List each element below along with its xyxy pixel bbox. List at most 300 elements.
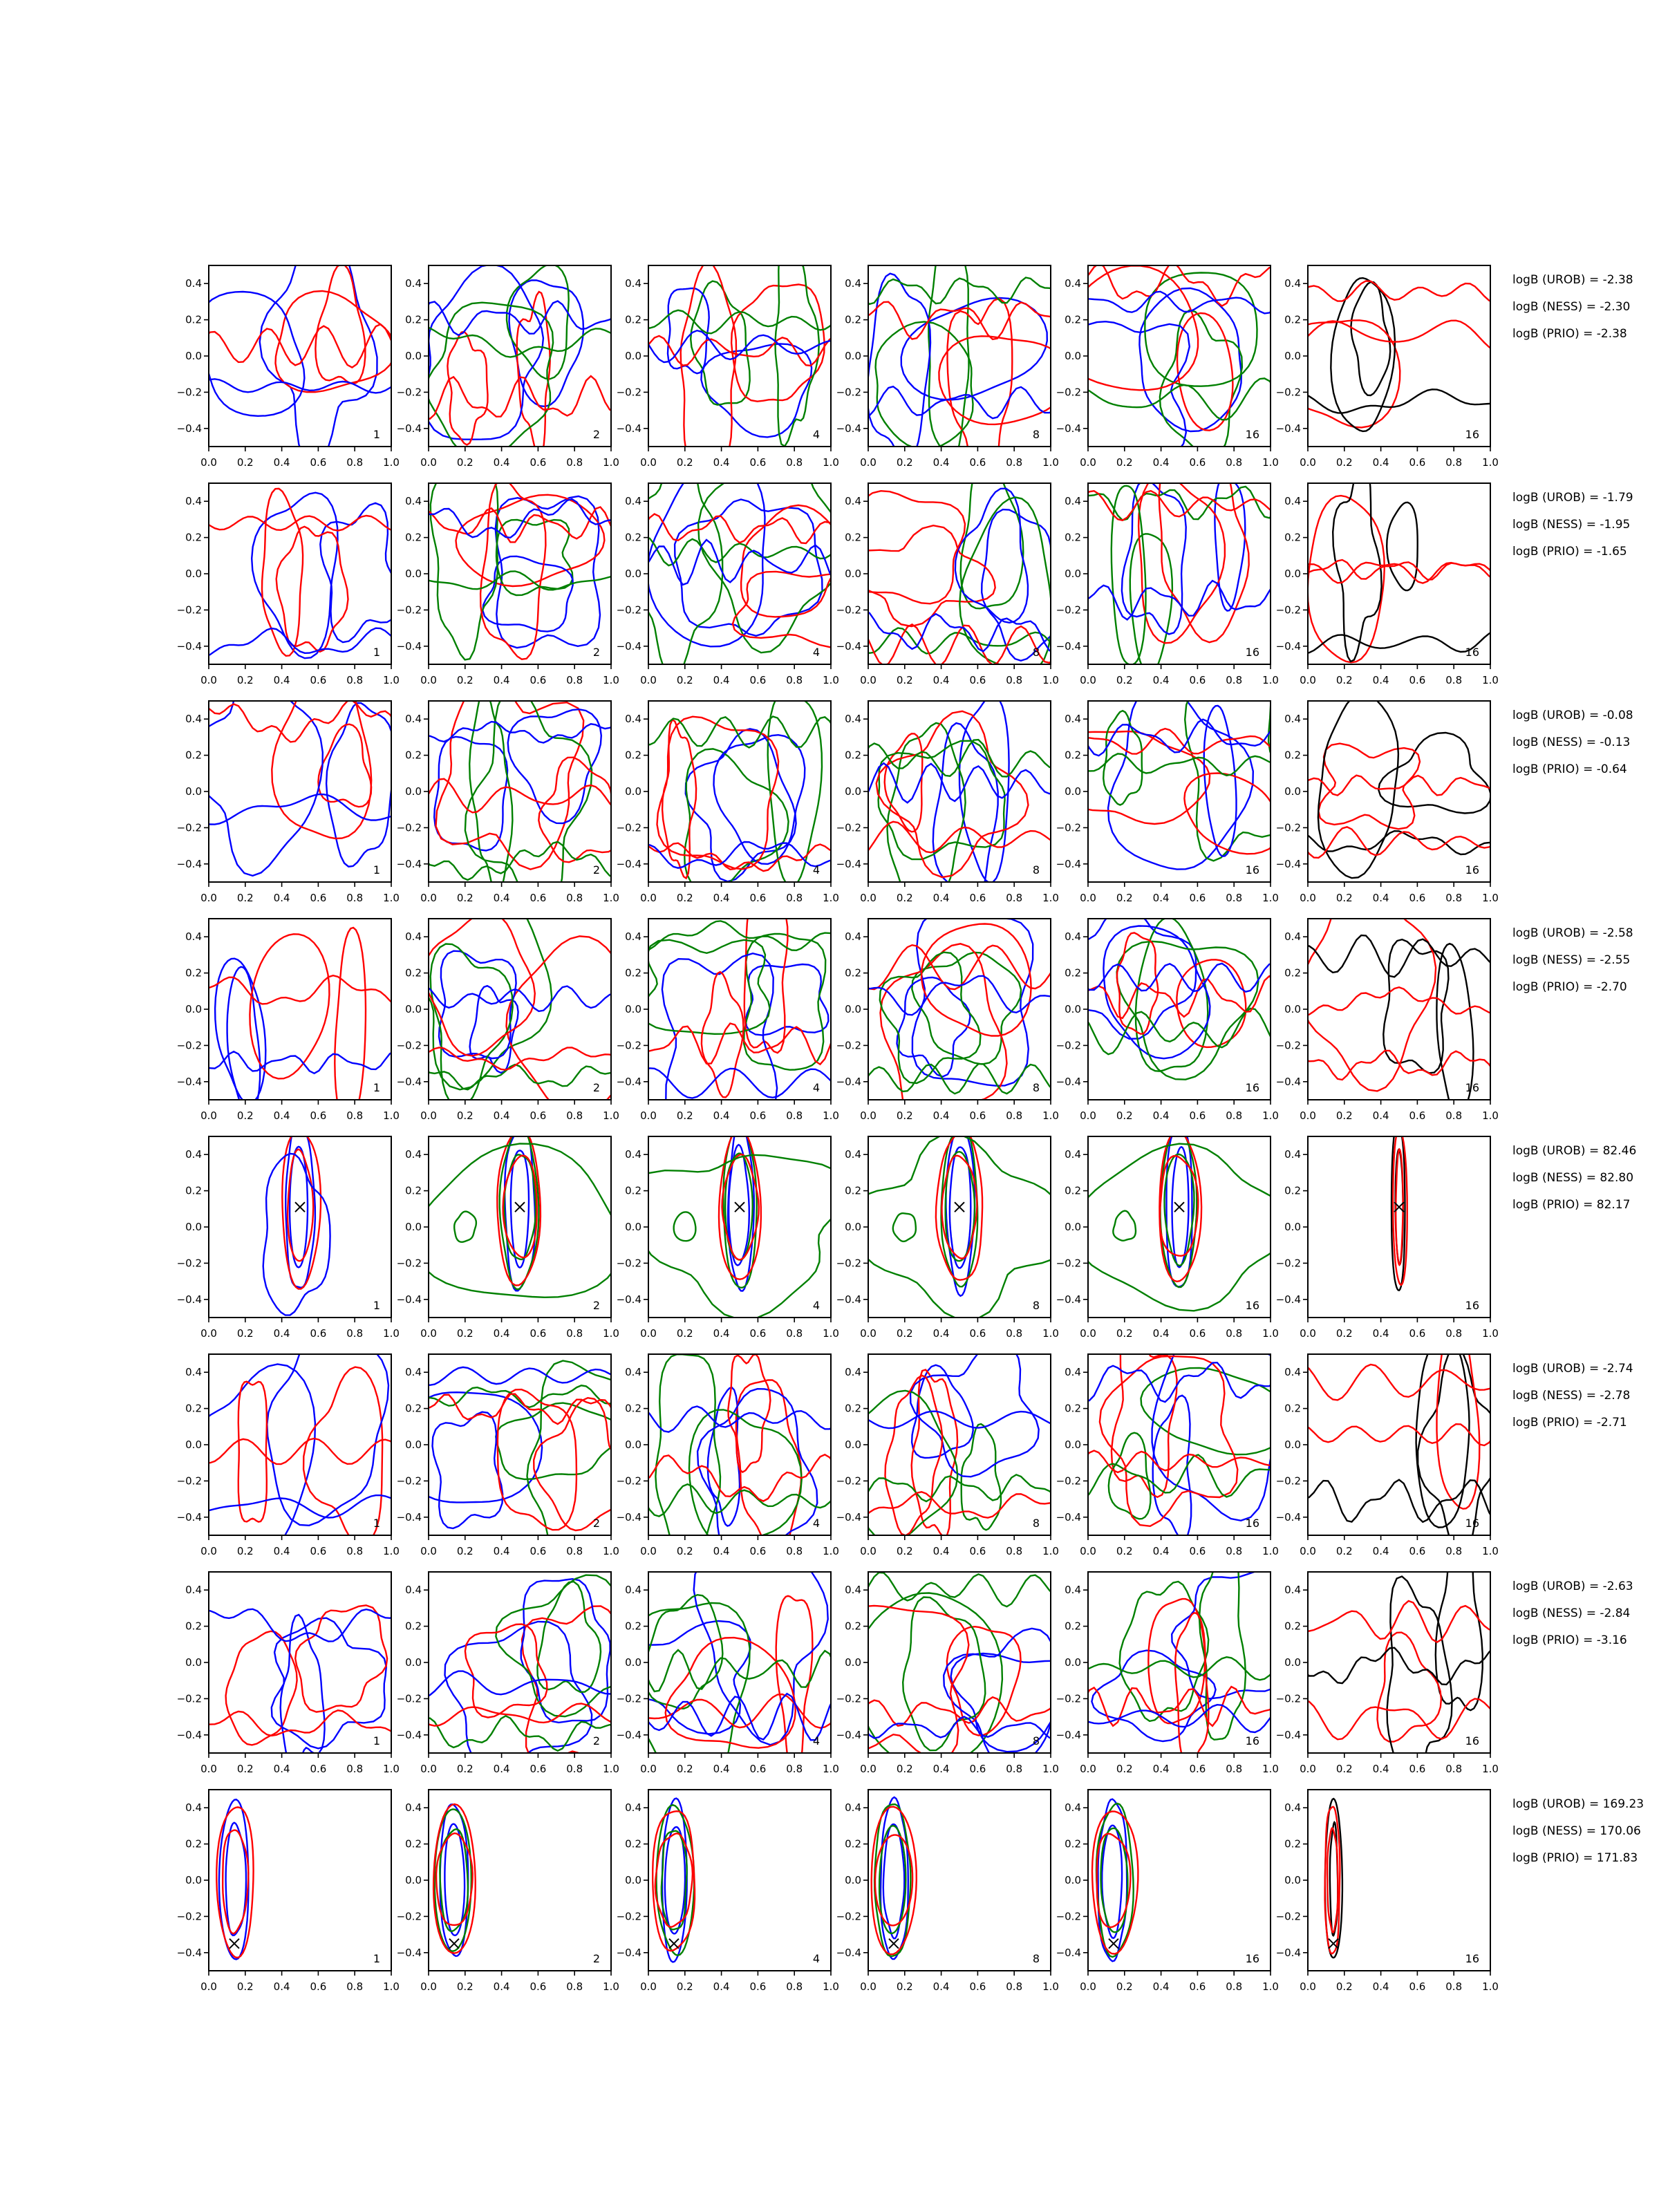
true-value-marker — [889, 1939, 899, 1949]
y-tick-label: −0.4 — [836, 1293, 861, 1306]
y-tick-label: −0.2 — [616, 386, 641, 399]
x-tick-label: 0.0 — [200, 1763, 217, 1775]
y-tick-label: −0.4 — [396, 857, 422, 870]
true-value-marker — [229, 1939, 239, 1949]
contour-lines — [1085, 1311, 1296, 1539]
x-tick-label: 0.4 — [713, 892, 730, 904]
y-tick-label: 0.4 — [1284, 277, 1301, 290]
contour — [665, 1827, 685, 1933]
x-tick-label: 0.0 — [1300, 456, 1316, 469]
contour — [480, 480, 545, 659]
x-tick-label: 0.2 — [676, 892, 693, 904]
y-tick-label: −0.2 — [396, 1474, 422, 1488]
x-tick-label: 1.0 — [1482, 1763, 1499, 1775]
x-tick-label: 0.2 — [1116, 674, 1133, 686]
x-tick-label: 0.8 — [1006, 1109, 1023, 1122]
y-tick-label: 0.2 — [625, 966, 641, 980]
x-tick-label: 0.4 — [932, 1327, 950, 1340]
x-tick-label: 0.4 — [493, 674, 510, 686]
x-tick-label: 0.6 — [1409, 1545, 1426, 1557]
x-tick-label: 0.0 — [640, 1763, 657, 1775]
panel-label: 2 — [592, 1081, 600, 1094]
x-tick-label: 0.8 — [1226, 1980, 1243, 1993]
panel-label: 16 — [1465, 1081, 1479, 1094]
contour — [645, 1407, 834, 1432]
logb-text: logB (PRIO) = -2.71 — [1512, 1416, 1627, 1430]
x-tick-label: 0.8 — [566, 1980, 583, 1993]
true-value-marker — [955, 1202, 964, 1212]
panel-label: 2 — [592, 1517, 600, 1530]
y-tick-label: 0.2 — [185, 966, 202, 980]
x-tick-label: 0.2 — [896, 1109, 913, 1122]
x-tick-label: 1.0 — [1042, 1109, 1059, 1122]
x-tick-label: 0.4 — [1152, 456, 1170, 469]
contour — [1301, 873, 1436, 1091]
x-tick-label: 0.0 — [1300, 1763, 1316, 1775]
x-tick-label: 0.8 — [786, 1545, 803, 1557]
x-tick-label: 1.0 — [603, 892, 619, 904]
x-tick-label: 0.4 — [1372, 1980, 1389, 1993]
x-tick-label: 0.4 — [1372, 456, 1389, 469]
y-tick-label: 0.2 — [405, 966, 422, 980]
y-tick-label: −0.4 — [176, 422, 202, 435]
x-tick-label: 0.6 — [529, 1763, 547, 1775]
panel-r3-c2 — [397, 677, 619, 913]
contour — [320, 503, 399, 642]
x-tick-label: 0.0 — [200, 456, 217, 469]
y-tick-label: 0.4 — [405, 277, 422, 290]
x-tick-label: 0.8 — [346, 892, 364, 904]
axes-frame — [1088, 1790, 1271, 1971]
x-tick-label: 0.2 — [1335, 456, 1353, 469]
y-tick-label: −0.4 — [836, 1075, 861, 1088]
y-tick-label: −0.4 — [1056, 1075, 1081, 1088]
panel-r2-c1 — [177, 483, 400, 686]
y-tick-label: 0.0 — [625, 568, 641, 580]
x-tick-label: 0.4 — [1152, 674, 1170, 686]
x-tick-label: 1.0 — [823, 1545, 839, 1557]
x-tick-label: 0.8 — [786, 892, 803, 904]
x-tick-label: 0.0 — [200, 1980, 217, 1993]
true-value-marker — [295, 1202, 305, 1212]
panel-r8-c5 — [1056, 1790, 1279, 1993]
y-tick-label: −0.2 — [1056, 1039, 1081, 1052]
x-tick-label: 1.0 — [1042, 1980, 1059, 1993]
contour — [205, 1051, 395, 1074]
y-tick-label: −0.2 — [176, 1474, 202, 1488]
y-tick-label: 0.4 — [1065, 1801, 1081, 1815]
y-tick-label: −0.2 — [176, 603, 202, 617]
x-tick-label: 0.2 — [236, 1327, 254, 1340]
x-tick-label: 0.2 — [896, 892, 913, 904]
x-tick-label: 0.0 — [1300, 892, 1316, 904]
y-tick-label: 0.2 — [1284, 1620, 1301, 1633]
panel-r4-c3 — [617, 892, 839, 1124]
y-tick-label: −0.2 — [616, 1039, 641, 1052]
x-tick-label: 1.0 — [383, 892, 400, 904]
y-tick-label: 0.0 — [1065, 568, 1081, 580]
x-tick-label: 0.6 — [749, 1327, 767, 1340]
x-tick-label: 0.0 — [1300, 1109, 1316, 1122]
x-tick-label: 0.8 — [1445, 1327, 1463, 1340]
contour — [413, 1144, 621, 1297]
y-tick-label: 0.2 — [845, 749, 861, 762]
y-tick-label: 0.2 — [625, 749, 641, 762]
panel-r4-c4 — [836, 911, 1059, 1132]
y-tick-label: 0.2 — [845, 966, 861, 980]
y-tick-label: 0.0 — [185, 1221, 202, 1233]
contour — [425, 1065, 615, 1089]
x-tick-label: 0.8 — [346, 1327, 364, 1340]
y-tick-label: 0.0 — [1284, 1003, 1301, 1015]
contour — [645, 540, 834, 585]
contour — [454, 1212, 476, 1242]
contour — [1378, 733, 1490, 814]
x-tick-label: 0.0 — [860, 456, 877, 469]
y-tick-label: −0.2 — [616, 1910, 641, 1923]
panel-r1-c6 — [1276, 265, 1499, 469]
y-tick-label: −0.2 — [1275, 386, 1301, 399]
panel-r2-c5 — [1056, 452, 1279, 686]
contour — [1109, 1433, 1151, 1519]
x-tick-label: 0.8 — [566, 892, 583, 904]
y-tick-label: −0.2 — [1275, 821, 1301, 834]
y-tick-label: 0.0 — [185, 350, 202, 362]
contour-lines — [1277, 278, 1494, 431]
x-tick-label: 0.0 — [640, 1980, 657, 1993]
x-tick-label: 0.0 — [1080, 1109, 1096, 1122]
contour — [1215, 476, 1245, 611]
contour — [1085, 292, 1274, 314]
y-tick-label: 0.0 — [845, 1656, 861, 1669]
x-tick-label: 0.8 — [1445, 1109, 1463, 1122]
contour — [425, 571, 615, 590]
contour — [507, 936, 653, 1116]
x-tick-label: 0.6 — [1409, 1109, 1426, 1122]
y-tick-label: 0.0 — [405, 1438, 422, 1451]
x-tick-label: 0.6 — [969, 1763, 986, 1775]
contour — [675, 500, 822, 636]
x-tick-label: 0.2 — [676, 1109, 693, 1122]
y-tick-label: 0.0 — [625, 1874, 641, 1886]
panel-label: 16 — [1465, 1299, 1479, 1312]
contour — [655, 1354, 720, 1570]
panel-r8-c4 — [836, 1790, 1059, 1993]
x-tick-label: 0.0 — [640, 456, 657, 469]
x-tick-label: 0.4 — [1372, 1545, 1389, 1557]
y-tick-label: 0.0 — [1284, 1438, 1301, 1451]
y-tick-label: −0.4 — [616, 422, 641, 435]
contour — [876, 321, 973, 449]
x-tick-label: 0.4 — [1152, 1327, 1170, 1340]
y-tick-label: 0.0 — [1284, 1221, 1301, 1233]
y-tick-label: −0.2 — [1275, 1257, 1301, 1270]
y-tick-label: 0.0 — [845, 350, 861, 362]
contour-lines — [181, 1324, 395, 1559]
contour-lines — [1304, 693, 1494, 878]
y-tick-label: −0.4 — [616, 857, 641, 870]
y-tick-label: −0.2 — [176, 1257, 202, 1270]
x-tick-label: 0.8 — [1226, 1109, 1243, 1122]
y-tick-label: −0.4 — [1275, 639, 1301, 653]
axes-frame — [1308, 1790, 1490, 1971]
panel-label: 8 — [1032, 428, 1040, 441]
x-tick-label: 0.4 — [1152, 1109, 1170, 1122]
x-tick-label: 0.4 — [713, 1763, 730, 1775]
x-tick-label: 0.2 — [1116, 1763, 1133, 1775]
panel-label: 16 — [1465, 428, 1479, 441]
y-tick-label: 0.4 — [625, 1366, 641, 1379]
panel-r5-c3 — [617, 1120, 847, 1340]
y-tick-label: −0.4 — [616, 1075, 641, 1088]
panel-label: 8 — [1032, 1517, 1040, 1530]
y-tick-label: 0.2 — [1065, 966, 1081, 980]
x-tick-label: 0.4 — [273, 1763, 290, 1775]
y-tick-label: 0.0 — [1065, 1003, 1081, 1015]
x-tick-label: 1.0 — [1042, 892, 1059, 904]
y-tick-label: −0.2 — [176, 1692, 202, 1705]
y-tick-label: −0.4 — [1275, 1075, 1301, 1088]
x-tick-label: 0.4 — [713, 456, 730, 469]
y-tick-label: 0.0 — [405, 568, 422, 580]
panel-label: 16 — [1465, 1952, 1479, 1965]
y-tick-label: 0.4 — [405, 1366, 422, 1379]
y-tick-label: 0.2 — [845, 313, 861, 326]
x-tick-label: 0.8 — [786, 1763, 803, 1775]
y-tick-label: −0.2 — [1275, 1910, 1301, 1923]
x-tick-label: 0.6 — [1409, 892, 1426, 904]
x-tick-label: 0.8 — [1006, 674, 1023, 686]
true-value-marker — [1109, 1939, 1118, 1949]
x-tick-label: 0.2 — [896, 1545, 913, 1557]
panel-label: 16 — [1245, 863, 1259, 877]
y-tick-label: 0.2 — [1284, 1184, 1301, 1197]
logb-text: logB (UROB) = -1.79 — [1512, 491, 1633, 505]
y-tick-label: −0.4 — [1275, 1946, 1301, 1959]
y-tick-label: 0.4 — [185, 1584, 202, 1597]
contour — [775, 237, 819, 447]
y-tick-label: 0.4 — [1284, 495, 1301, 508]
y-tick-label: −0.4 — [1056, 1293, 1081, 1306]
panel-label: 8 — [1032, 1734, 1040, 1747]
contour — [1159, 452, 1249, 642]
contour — [885, 1376, 943, 1536]
panel-label: 1 — [373, 1952, 380, 1965]
panel-label: 1 — [373, 1299, 380, 1312]
panel-label: 4 — [812, 428, 820, 441]
panel-r1-c1 — [177, 234, 400, 469]
x-tick-label: 0.0 — [640, 1545, 657, 1557]
axes-frame — [648, 1790, 831, 1971]
panel-label: 2 — [592, 1299, 600, 1312]
contour — [648, 458, 765, 646]
axes-frame — [429, 1790, 611, 1971]
panel-r2-c4 — [836, 458, 1062, 686]
y-tick-label: 0.2 — [405, 1837, 422, 1850]
contour-lines — [645, 691, 834, 892]
axes-frame — [209, 1790, 391, 1971]
x-tick-label: 0.2 — [456, 1545, 474, 1557]
y-tick-label: −0.2 — [396, 1910, 422, 1923]
x-tick-label: 0.8 — [1006, 1545, 1023, 1557]
contour — [1304, 935, 1494, 977]
x-tick-label: 0.6 — [310, 1109, 327, 1122]
x-tick-label: 0.8 — [786, 674, 803, 686]
y-tick-label: 0.4 — [185, 1148, 202, 1161]
y-tick-label: −0.2 — [176, 821, 202, 834]
y-tick-label: −0.4 — [176, 639, 202, 653]
x-tick-label: 1.0 — [603, 1109, 619, 1122]
panel-label: 16 — [1465, 863, 1479, 877]
x-tick-label: 0.2 — [456, 1980, 474, 1993]
x-tick-label: 0.8 — [1006, 1980, 1023, 1993]
axes-frame — [648, 265, 831, 447]
x-tick-label: 0.0 — [1080, 892, 1096, 904]
true-value-marker — [449, 1939, 459, 1949]
y-tick-label: −0.2 — [396, 1692, 422, 1705]
y-tick-label: −0.4 — [616, 1946, 641, 1959]
x-tick-label: 0.2 — [676, 1980, 693, 1993]
panel-label: 1 — [373, 1517, 380, 1530]
x-tick-label: 0.4 — [932, 1545, 950, 1557]
x-tick-label: 0.2 — [456, 1327, 474, 1340]
contour — [1304, 1424, 1494, 1445]
y-tick-label: 0.2 — [1284, 1402, 1301, 1415]
x-tick-label: 0.4 — [1372, 892, 1389, 904]
y-tick-label: −0.2 — [836, 603, 861, 617]
contour — [662, 953, 777, 1124]
x-tick-label: 0.6 — [529, 456, 547, 469]
panel-r8-c6 — [1276, 1790, 1499, 1993]
x-tick-label: 0.4 — [1152, 1980, 1170, 1993]
y-tick-label: 0.2 — [625, 1837, 641, 1850]
x-tick-label: 0.8 — [346, 1109, 364, 1122]
x-tick-label: 0.8 — [1226, 456, 1243, 469]
x-tick-label: 0.8 — [786, 1327, 803, 1340]
contour — [865, 1474, 1054, 1501]
x-tick-label: 0.2 — [1335, 1327, 1353, 1340]
contour — [205, 1438, 395, 1464]
logb-text: logB (UROB) = -2.63 — [1512, 1580, 1633, 1593]
panel-label: 2 — [592, 863, 600, 877]
contour-lines — [1325, 1799, 1342, 1958]
y-tick-label: 0.2 — [405, 1184, 422, 1197]
panel-r3-c3 — [617, 691, 839, 904]
contour-lines — [865, 236, 1069, 495]
contour — [1304, 560, 1494, 580]
contour — [496, 1403, 620, 1479]
x-tick-label: 0.2 — [236, 1109, 254, 1122]
contour — [689, 1409, 802, 1546]
y-tick-label: −0.2 — [396, 603, 422, 617]
x-tick-label: 0.2 — [896, 456, 913, 469]
x-tick-label: 0.6 — [310, 1763, 327, 1775]
y-tick-label: 0.2 — [845, 531, 861, 544]
x-tick-label: 0.6 — [1409, 1980, 1426, 1993]
panel-label: 1 — [373, 863, 380, 877]
logb-text: logB (UROB) = -0.08 — [1512, 709, 1633, 722]
contour — [1333, 457, 1381, 662]
panel-label: 4 — [812, 1081, 820, 1094]
y-tick-label: 0.4 — [185, 930, 202, 944]
y-tick-label: 0.0 — [185, 785, 202, 798]
x-tick-label: 0.4 — [493, 1763, 510, 1775]
x-tick-label: 0.0 — [420, 1545, 437, 1557]
panel-r8-c1 — [177, 1790, 400, 1993]
x-tick-label: 1.0 — [823, 1980, 839, 1993]
logb-text: logB (PRIO) = 82.17 — [1512, 1198, 1631, 1212]
contour — [1304, 281, 1494, 303]
panel-r7-c1 — [177, 1572, 400, 1775]
contour — [865, 1412, 1054, 1428]
x-tick-label: 0.0 — [200, 1545, 217, 1557]
axes-frame — [1088, 1136, 1271, 1318]
panel-r6-c3 — [617, 1354, 839, 1570]
x-tick-label: 0.0 — [640, 892, 657, 904]
contour-lines — [865, 695, 1054, 908]
x-tick-label: 0.8 — [1445, 1545, 1463, 1557]
x-tick-label: 0.6 — [749, 1545, 767, 1557]
contour-lines — [424, 264, 615, 460]
x-tick-label: 0.8 — [1006, 892, 1023, 904]
panel-r4-c5 — [1056, 908, 1279, 1122]
x-tick-label: 0.6 — [1189, 674, 1206, 686]
contour-lines — [1304, 457, 1494, 662]
logb-text: logB (UROB) = -2.58 — [1512, 926, 1633, 940]
x-tick-label: 1.0 — [1042, 674, 1059, 686]
logb-annotations-row-8 — [1512, 1797, 1644, 1865]
x-tick-label: 1.0 — [1482, 1980, 1499, 1993]
axes-frame — [429, 1136, 611, 1318]
y-tick-label: −0.4 — [176, 857, 202, 870]
x-tick-label: 1.0 — [1482, 456, 1499, 469]
y-tick-label: 0.2 — [1284, 313, 1301, 326]
panel-label: 4 — [812, 1299, 820, 1312]
contour — [315, 264, 365, 384]
x-tick-label: 1.0 — [1262, 1763, 1279, 1775]
y-tick-label: −0.4 — [396, 422, 422, 435]
x-tick-label: 0.2 — [456, 456, 474, 469]
contour — [708, 1387, 740, 1526]
y-tick-label: 0.4 — [405, 495, 422, 508]
x-tick-label: 0.2 — [236, 1545, 254, 1557]
x-tick-label: 0.4 — [713, 1980, 730, 1993]
x-tick-label: 0.0 — [420, 1109, 437, 1122]
x-tick-label: 0.6 — [310, 1980, 327, 1993]
contour — [295, 1605, 387, 1712]
x-tick-label: 0.0 — [420, 892, 437, 904]
x-tick-label: 0.8 — [1006, 456, 1023, 469]
y-tick-label: 0.4 — [1284, 1366, 1301, 1379]
y-tick-label: 0.2 — [1065, 1184, 1081, 1197]
x-tick-label: 0.0 — [420, 456, 437, 469]
logb-text: logB (NESS) = 170.06 — [1512, 1824, 1641, 1838]
panel-r6-c4 — [836, 1342, 1059, 1557]
panel-label: 16 — [1245, 646, 1259, 659]
logb-text: logB (PRIO) = -0.64 — [1512, 762, 1627, 776]
y-tick-label: −0.4 — [396, 1075, 422, 1088]
contour-lines — [846, 1125, 1073, 1320]
x-tick-label: 0.2 — [676, 456, 693, 469]
y-tick-label: 0.0 — [625, 1438, 641, 1451]
x-tick-label: 1.0 — [823, 1763, 839, 1775]
y-tick-label: −0.4 — [836, 857, 861, 870]
panel-r1-c3 — [617, 237, 839, 471]
y-tick-label: −0.2 — [836, 1910, 861, 1923]
panel-label: 16 — [1245, 1952, 1259, 1965]
y-tick-label: 0.4 — [185, 1366, 202, 1379]
panel-label: 16 — [1245, 1517, 1259, 1530]
